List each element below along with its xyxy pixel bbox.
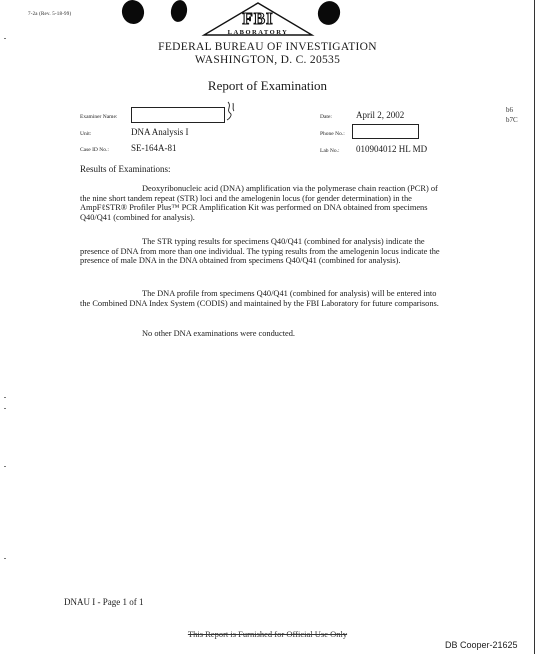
form-code: 7-2a (Rev. 5-18-99) bbox=[28, 12, 72, 17]
phone-label: Phone No.: bbox=[320, 131, 345, 137]
official-use-notice: This Report is Furnished for Official Use Only bbox=[187, 629, 348, 639]
redacted-examiner-name bbox=[131, 107, 225, 123]
paragraph-no-other-exams: No other DNA examinations were conducted. bbox=[142, 329, 296, 338]
ink-blot bbox=[315, 0, 344, 28]
exemption-code-b6: b6 bbox=[506, 106, 513, 114]
logo-subtitle: LABORATORY bbox=[227, 29, 289, 36]
logo-wordmark: FBI bbox=[242, 9, 274, 28]
scan-mark bbox=[4, 558, 6, 559]
paragraph-str-results: The STR typing results for specimens Q40/Q41 (combined for analysis) indicate the presence of DNA from more than one individual. The typing results from the amelogenin locus indicate the presence of male DNA in the DNA obtained from specimens Q40/Q41 (combined for analysis). bbox=[80, 237, 440, 266]
scan-mark bbox=[4, 397, 6, 398]
ink-blot bbox=[169, 0, 189, 23]
paragraph-codis: The DNA profile from specimens Q40/Q41 (combined for analysis) will be entered into the Combined DNA Index System (CODIS) and maintained by the FBI Laboratory for future comparisons. bbox=[80, 289, 439, 308]
page-number: DNAU I - Page 1 of 1 bbox=[64, 597, 144, 607]
agency-location: WASHINGTON, D. C. 20535 bbox=[194, 54, 341, 66]
date-value: April 2, 2002 bbox=[356, 110, 405, 120]
fbi-laboratory-logo bbox=[198, 2, 318, 40]
ink-blot bbox=[119, 0, 146, 26]
agency-name: FEDERAL BUREAU OF INVESTIGATION bbox=[158, 41, 377, 53]
unit-label: Unit: bbox=[80, 131, 92, 137]
redacted-phone bbox=[352, 124, 419, 139]
examiner-label: Examiner Name: bbox=[80, 114, 118, 120]
bates-stamp: DB Cooper-21625 bbox=[445, 640, 518, 650]
unit-value: DNA Analysis I bbox=[131, 127, 189, 137]
scan-mark bbox=[4, 38, 6, 39]
case-id-value: SE-164A-81 bbox=[131, 143, 177, 153]
scan-mark bbox=[4, 408, 6, 409]
paragraph-amplification: Deoxyribonucleic acid (DNA) amplification via the polymerase chain reaction (PCR) of the nine short tandem repeat (STR) loci and the amelogenin locus (for gender determination) in the AmpFℓSTR® Profiler Plus™ PCR Amplification Kit was performed on DNA obtained from specimens Q40/Q41 (combined for analysis). bbox=[80, 184, 438, 222]
report-title: Report of Examination bbox=[207, 78, 328, 93]
lab-no-value: 010904012 HL MD bbox=[356, 144, 428, 154]
date-label: Date: bbox=[320, 114, 332, 120]
lab-no-label: Lab No.: bbox=[320, 148, 340, 154]
results-heading: Results of Examinations: bbox=[80, 164, 171, 174]
handwritten-mark-icon bbox=[224, 100, 238, 122]
case-id-label: Case ID No.: bbox=[80, 147, 109, 153]
scan-mark bbox=[4, 466, 6, 467]
exemption-code-b7c: b7C bbox=[506, 116, 518, 124]
